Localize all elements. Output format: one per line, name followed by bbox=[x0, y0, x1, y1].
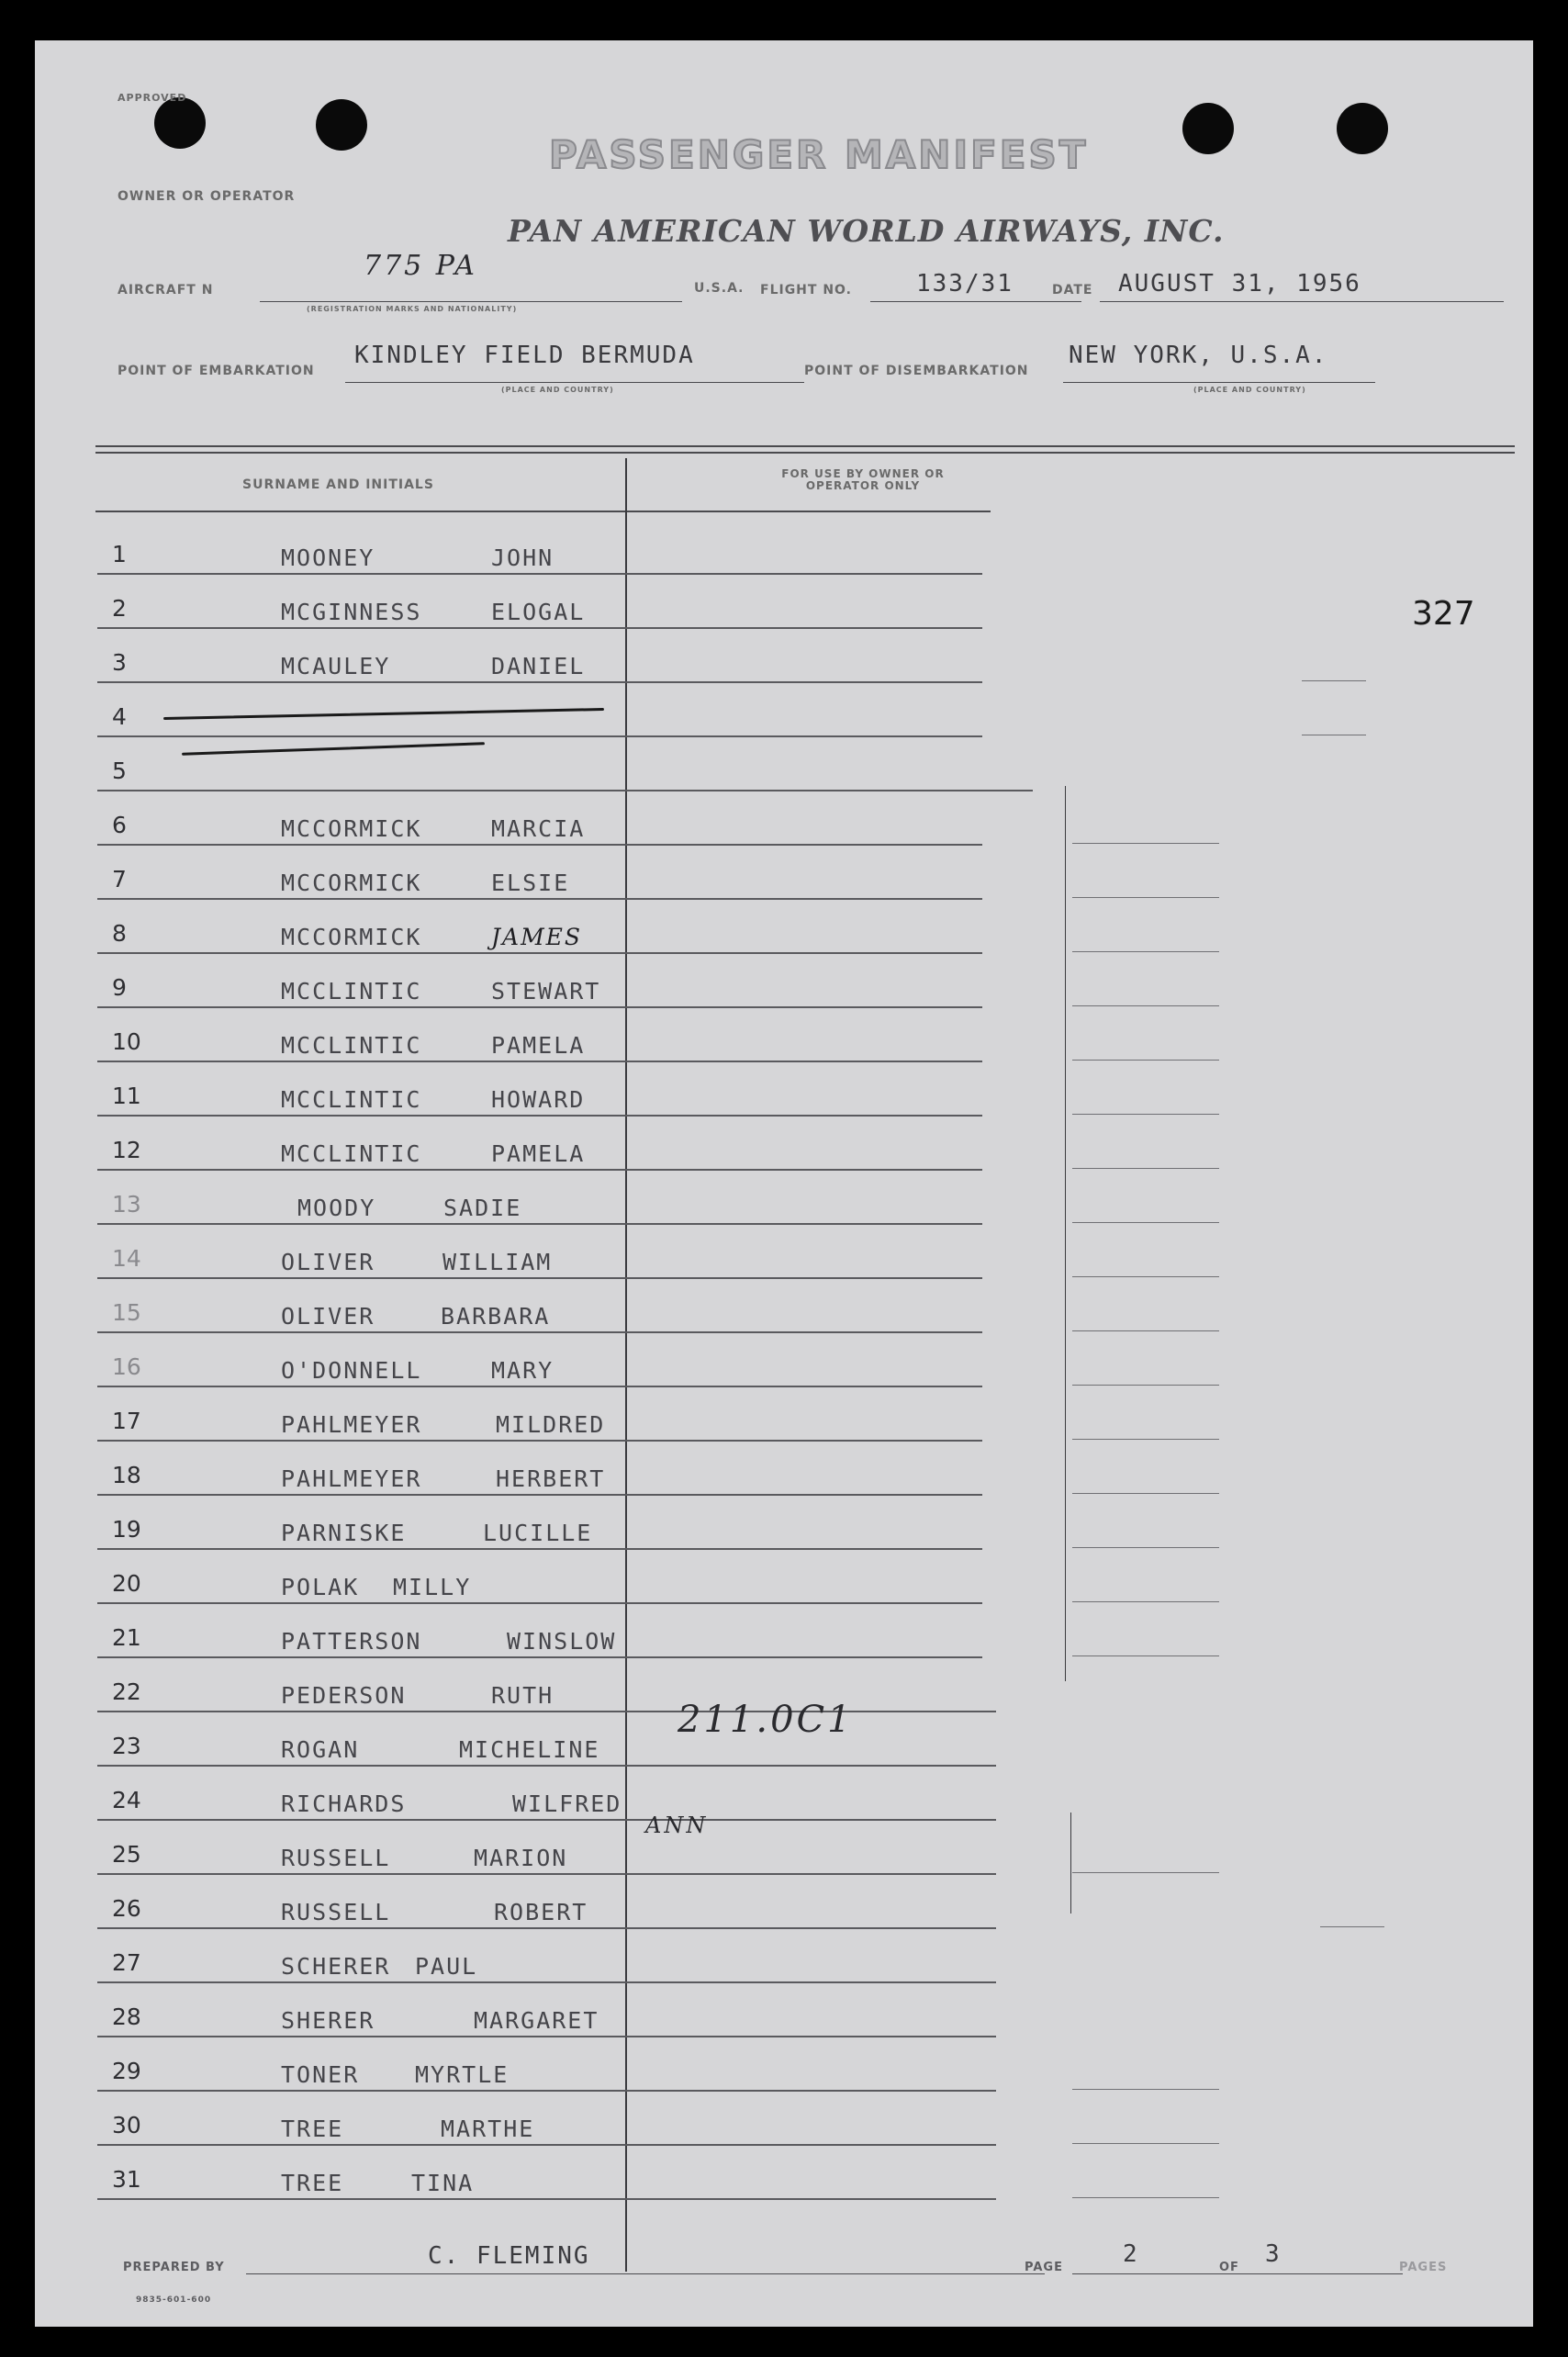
passenger-surname: RUSSELL bbox=[281, 1899, 391, 1925]
passenger-given-name: JOHN bbox=[491, 544, 554, 571]
row-number: 12 bbox=[112, 1137, 141, 1163]
passenger-given-name: SADIE bbox=[443, 1195, 522, 1221]
passenger-surname: MCCLINTIC bbox=[281, 1086, 422, 1113]
table-row bbox=[35, 797, 1533, 851]
table-row bbox=[35, 1826, 1533, 1880]
row-right-line bbox=[1072, 1168, 1219, 1169]
table-row bbox=[35, 1339, 1533, 1393]
row-number: 28 bbox=[112, 2003, 141, 2030]
embark-sublabel: (PLACE AND COUNTRY) bbox=[501, 386, 614, 394]
passenger-surname: MCCORMICK bbox=[281, 870, 422, 896]
row-underline bbox=[97, 2036, 996, 2037]
passenger-surname: MCCORMICK bbox=[281, 924, 422, 950]
passenger-given-name: BARBARA bbox=[441, 1303, 551, 1330]
pages-label: PAGES bbox=[1399, 2261, 1448, 2274]
table-row bbox=[35, 634, 1533, 689]
row-number: 5 bbox=[112, 758, 127, 784]
row-number: 11 bbox=[112, 1083, 141, 1109]
flight-value: 133/31 bbox=[916, 270, 1014, 297]
row-underline bbox=[97, 1223, 982, 1225]
row-underline bbox=[97, 1819, 996, 1821]
total-pages: 3 bbox=[1265, 2240, 1282, 2268]
row-number: 8 bbox=[112, 920, 127, 947]
row-right-line bbox=[1072, 1439, 1219, 1440]
row-underline bbox=[97, 1115, 982, 1117]
table-row bbox=[35, 1447, 1533, 1501]
passenger-surname: MCCORMICK bbox=[281, 815, 422, 842]
row-number: 19 bbox=[112, 1516, 141, 1543]
flight-underline bbox=[870, 301, 1081, 302]
row-right-line bbox=[1320, 1926, 1384, 1927]
row-number: 27 bbox=[112, 1949, 141, 1976]
date-label: DATE bbox=[1052, 283, 1093, 297]
row-number: 3 bbox=[112, 649, 127, 676]
passenger-given-name: MILLY bbox=[393, 1574, 472, 1600]
row-number: 7 bbox=[112, 866, 127, 892]
passenger-given-name: WILFRED bbox=[512, 1790, 622, 1817]
row-right-line bbox=[1072, 1060, 1219, 1061]
passenger-given-name: MARY bbox=[491, 1357, 554, 1384]
passenger-surname: TONER bbox=[281, 2061, 360, 2088]
table-row bbox=[35, 960, 1533, 1014]
passenger-surname: ROGAN bbox=[281, 1736, 360, 1763]
row-right-line bbox=[1072, 1276, 1219, 1277]
row-underline bbox=[97, 1494, 982, 1496]
row-number: 15 bbox=[112, 1299, 141, 1326]
table-row bbox=[35, 1989, 1533, 2043]
passenger-surname: OLIVER bbox=[281, 1303, 375, 1330]
manifest-page bbox=[35, 40, 1533, 2327]
passenger-given-name: TINA bbox=[411, 2170, 475, 2196]
row-underline bbox=[97, 1656, 982, 1658]
passenger-given-name: DANIEL bbox=[491, 653, 586, 679]
row-number: 18 bbox=[112, 1462, 141, 1488]
row-number: 30 bbox=[112, 2112, 141, 2138]
row-underline bbox=[97, 681, 982, 683]
header-bottom-rule-left bbox=[95, 511, 661, 512]
table-row bbox=[35, 1935, 1533, 1989]
passenger-given-name: ELSIE bbox=[491, 870, 570, 896]
passenger-given-name: PAUL bbox=[415, 1953, 478, 1980]
row-number: 26 bbox=[112, 1895, 141, 1922]
table-row bbox=[35, 905, 1533, 960]
row-right-line bbox=[1072, 1385, 1219, 1386]
table-row bbox=[35, 1068, 1533, 1122]
punch-hole-left-1 bbox=[154, 97, 206, 149]
passenger-given-name: RUTH bbox=[491, 1682, 554, 1709]
margin-number: 327 bbox=[1412, 595, 1475, 633]
row-number: 29 bbox=[112, 2058, 141, 2084]
passenger-surname: PAHLMEYER bbox=[281, 1411, 422, 1438]
prepared-by-label: PREPARED BY bbox=[123, 2261, 225, 2274]
passenger-surname: RUSSELL bbox=[281, 1845, 391, 1871]
passenger-surname: MCCLINTIC bbox=[281, 1140, 422, 1167]
header-bottom-rule-right bbox=[627, 511, 991, 512]
row-right-line bbox=[1072, 2143, 1219, 2144]
row-right-line bbox=[1072, 1493, 1219, 1494]
passenger-surname: MCAULEY bbox=[281, 653, 391, 679]
passenger-given-name: MYRTLE bbox=[415, 2061, 510, 2088]
of-underline bbox=[1247, 2273, 1403, 2274]
approval-note: APPROVED bbox=[118, 92, 187, 104]
passenger-given-name: ELOGAL bbox=[491, 599, 586, 625]
row-underline bbox=[97, 790, 1033, 791]
passenger-given-name: HERBERT bbox=[496, 1465, 606, 1492]
row-underline bbox=[97, 1765, 996, 1767]
row-number: 31 bbox=[112, 2166, 141, 2193]
row-underline bbox=[97, 1061, 982, 1062]
passenger-surname: PEDERSON bbox=[281, 1682, 407, 1709]
passenger-surname: MOODY bbox=[297, 1195, 376, 1221]
row-underline bbox=[97, 2090, 996, 2092]
embark-underline bbox=[345, 382, 804, 383]
row-number: 1 bbox=[112, 541, 127, 567]
disembark-label: POINT OF DISEMBARKATION bbox=[804, 364, 1029, 378]
handwritten-note: 211.0C1 bbox=[678, 1699, 854, 1741]
owner-label: OWNER OR OPERATOR bbox=[118, 189, 296, 204]
row-underline bbox=[97, 1169, 982, 1171]
aircraft-value: 775 PA bbox=[364, 250, 477, 282]
row-number: 2 bbox=[112, 595, 127, 622]
table-row bbox=[35, 851, 1533, 905]
passenger-given-name: MICHELINE bbox=[459, 1736, 600, 1763]
form-code: 9835-601-600 bbox=[136, 2295, 212, 2305]
table-row bbox=[35, 1393, 1533, 1447]
embark-value: KINDLEY FIELD BERMUDA bbox=[354, 342, 695, 369]
row-underline bbox=[97, 898, 982, 900]
passenger-surname: MCGINNESS bbox=[281, 599, 422, 625]
of-label: OF bbox=[1219, 2261, 1239, 2274]
table-top-rule-1 bbox=[95, 445, 1515, 447]
table-row bbox=[35, 2043, 1533, 2097]
row-underline bbox=[97, 1981, 996, 1983]
row-right-line bbox=[1072, 1330, 1219, 1331]
table-top-rule-2 bbox=[95, 452, 1515, 454]
row-right-line bbox=[1072, 1601, 1219, 1602]
date-underline bbox=[1100, 301, 1504, 302]
row-right-line bbox=[1072, 1872, 1219, 1873]
passenger-given-name: PAMELA bbox=[491, 1140, 586, 1167]
page-number: 2 bbox=[1123, 2240, 1139, 2268]
page-label: PAGE bbox=[1025, 2261, 1063, 2274]
passenger-surname: MCCLINTIC bbox=[281, 1032, 422, 1059]
passenger-surname: MOONEY bbox=[281, 544, 375, 571]
passenger-surname: TREE bbox=[281, 2116, 344, 2142]
passenger-given-name: MARCIA bbox=[491, 815, 586, 842]
passenger-given-name: PAMELA bbox=[491, 1032, 586, 1059]
passenger-surname: PAHLMEYER bbox=[281, 1465, 422, 1492]
row-number: 20 bbox=[112, 1570, 141, 1597]
punch-hole-right-2 bbox=[1337, 103, 1388, 154]
disembark-sublabel: (PLACE AND COUNTRY) bbox=[1193, 386, 1306, 394]
row-number: 24 bbox=[112, 1787, 141, 1813]
table-row bbox=[35, 1555, 1533, 1610]
flight-label: FLIGHT NO. bbox=[760, 283, 852, 297]
passenger-surname: PATTERSON bbox=[281, 1628, 422, 1655]
passenger-surname: OLIVER bbox=[281, 1249, 375, 1275]
date-value: AUGUST 31, 1956 bbox=[1118, 270, 1361, 297]
row-underline bbox=[97, 2144, 996, 2146]
usa-label: U.S.A. bbox=[694, 281, 745, 296]
passenger-given-name: MILDRED bbox=[496, 1411, 606, 1438]
column-header-surname: SURNAME AND INITIALS bbox=[242, 477, 434, 492]
row-number: 21 bbox=[112, 1624, 141, 1651]
registration-sublabel: (REGISTRATION MARKS AND NATIONALITY) bbox=[307, 305, 518, 313]
passenger-surname: PARNISKE bbox=[281, 1520, 407, 1546]
table-row bbox=[35, 2151, 1533, 2205]
row-underline bbox=[97, 1548, 982, 1550]
row-underline bbox=[97, 2198, 996, 2200]
handwritten-ann: ANN bbox=[645, 1813, 709, 1838]
punch-hole-left-2 bbox=[316, 99, 367, 151]
row-number: 4 bbox=[112, 703, 127, 730]
row-number: 23 bbox=[112, 1733, 141, 1759]
row-right-tick bbox=[1302, 680, 1366, 681]
passenger-given-name: MARTHE bbox=[441, 2116, 535, 2142]
punch-hole-right-1 bbox=[1182, 103, 1234, 154]
table-row bbox=[35, 1122, 1533, 1176]
passenger-given-name: STEWART bbox=[491, 978, 601, 1005]
row-right-line bbox=[1072, 843, 1219, 844]
row-number: 13 bbox=[112, 1191, 141, 1218]
passenger-given-name: ROBERT bbox=[494, 1899, 588, 1925]
passenger-given-name: WINSLOW bbox=[507, 1628, 617, 1655]
row-right-line bbox=[1072, 2089, 1219, 2090]
passenger-given-name: LUCILLE bbox=[483, 1520, 593, 1546]
row-number: 22 bbox=[112, 1678, 141, 1705]
row-number: 10 bbox=[112, 1028, 141, 1055]
row-underline bbox=[97, 1602, 982, 1604]
row-right-line bbox=[1072, 897, 1219, 898]
row-underline bbox=[97, 1386, 982, 1387]
row-underline bbox=[97, 1440, 982, 1442]
passenger-surname: POLAK bbox=[281, 1574, 360, 1600]
row-underline bbox=[97, 573, 982, 575]
passenger-given-name: WILLIAM bbox=[442, 1249, 553, 1275]
row-right-line bbox=[1072, 2197, 1219, 2198]
table-row bbox=[35, 2097, 1533, 2151]
page-title: PASSENGER MANIFEST bbox=[549, 132, 1089, 177]
row-underline bbox=[97, 735, 982, 737]
row-number: 16 bbox=[112, 1353, 141, 1380]
passenger-surname: MCCLINTIC bbox=[281, 978, 422, 1005]
row-number: 17 bbox=[112, 1408, 141, 1434]
aircraft-label: AIRCRAFT N bbox=[118, 283, 214, 297]
row-number: 6 bbox=[112, 812, 127, 838]
prepared-underline bbox=[246, 2273, 1045, 2274]
row-underline bbox=[97, 1277, 982, 1279]
table-row bbox=[35, 1285, 1533, 1339]
passenger-surname: O'DONNELL bbox=[281, 1357, 422, 1384]
row-number: 25 bbox=[112, 1841, 141, 1868]
passenger-surname: RICHARDS bbox=[281, 1790, 407, 1817]
embark-label: POINT OF EMBARKATION bbox=[118, 364, 315, 378]
table-row bbox=[35, 1230, 1533, 1285]
passenger-given-name: MARION bbox=[474, 1845, 568, 1871]
row-right-line bbox=[1072, 1114, 1219, 1115]
row-right-line bbox=[1072, 951, 1219, 952]
passenger-given-name: JAMES bbox=[491, 924, 583, 950]
table-row bbox=[35, 1501, 1533, 1555]
column-header-owner-use: FOR USE BY OWNER OR OPERATOR ONLY bbox=[781, 467, 945, 492]
passenger-surname: SCHERER bbox=[281, 1953, 391, 1980]
aircraft-underline bbox=[260, 301, 682, 302]
passenger-surname: TREE bbox=[281, 2170, 344, 2196]
table-row bbox=[35, 1772, 1533, 1826]
table-row bbox=[35, 1014, 1533, 1068]
row-number: 9 bbox=[112, 974, 127, 1001]
prepared-by-value: C. FLEMING bbox=[428, 2242, 590, 2270]
row-underline bbox=[97, 1711, 996, 1712]
row-right-line bbox=[1072, 1005, 1219, 1006]
table-row bbox=[35, 1610, 1533, 1664]
row-right-line bbox=[1072, 1222, 1219, 1223]
disembark-value: NEW YORK, U.S.A. bbox=[1069, 342, 1328, 369]
row-underline bbox=[97, 1927, 996, 1929]
row-underline bbox=[97, 952, 982, 954]
disembark-underline bbox=[1063, 382, 1375, 383]
table-row bbox=[35, 580, 1533, 634]
row-underline bbox=[97, 1331, 982, 1333]
table-row bbox=[35, 1176, 1533, 1230]
row-number: 14 bbox=[112, 1245, 141, 1272]
row-right-line bbox=[1072, 1547, 1219, 1548]
row-underline bbox=[97, 1873, 996, 1875]
operator-name: PAN AMERICAN WORLD AIRWAYS, INC. bbox=[508, 213, 1225, 249]
passenger-given-name: MARGARET bbox=[474, 2007, 599, 2034]
passenger-given-name: HOWARD bbox=[491, 1086, 586, 1113]
passenger-surname: SHERER bbox=[281, 2007, 375, 2034]
table-row bbox=[35, 526, 1533, 580]
row-underline bbox=[97, 844, 982, 846]
row-underline bbox=[97, 1006, 982, 1008]
table-row bbox=[35, 1880, 1533, 1935]
row-underline bbox=[97, 627, 982, 629]
